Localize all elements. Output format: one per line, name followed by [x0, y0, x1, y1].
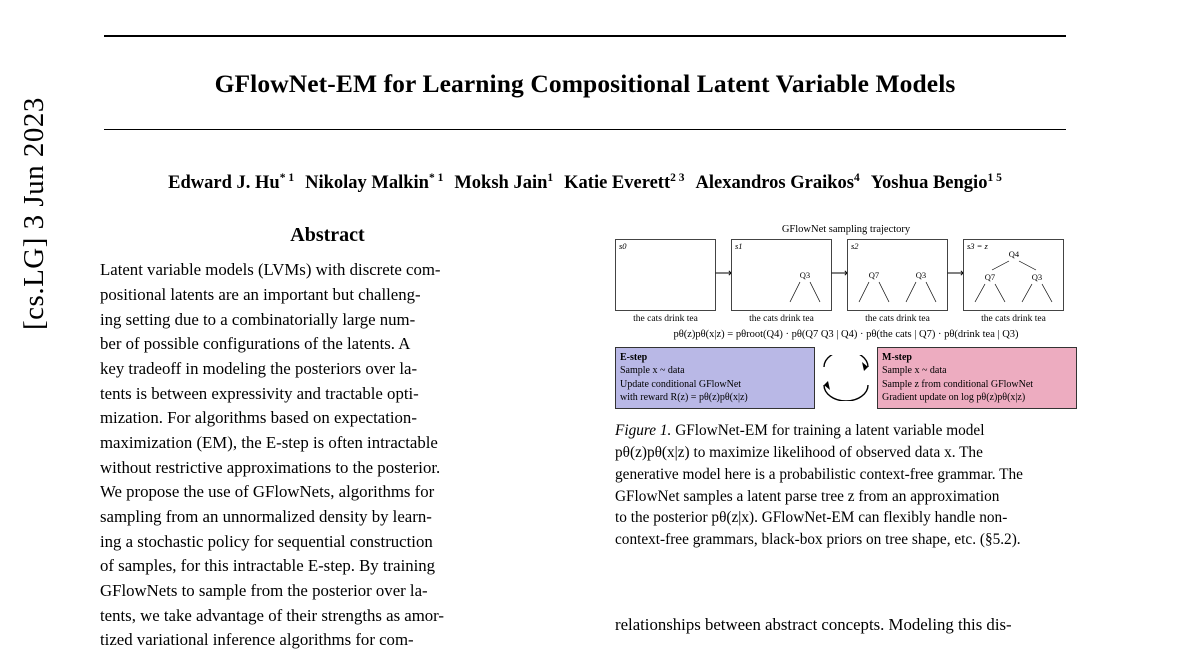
- abstract-heading: Abstract: [290, 224, 365, 247]
- abstract-line: We propose the use of GFlowNets, algorithms for: [100, 482, 435, 502]
- m-step-line: Sample x ~ data: [882, 365, 947, 377]
- abstract-line: tized variational inference algorithms for com-: [100, 630, 414, 650]
- author-marks: 1: [547, 172, 554, 184]
- em-cycle-icon: [815, 355, 877, 401]
- abstract-text: [100, 258, 555, 653]
- figure-top-label: GFlowNet sampling trajectory: [781, 224, 911, 236]
- e-step-line: with reward R(z) = pθ(z)pθ(x|z): [620, 392, 748, 404]
- abstract-line: sampling from an unnormalized density by learn-: [100, 507, 432, 527]
- figure-1: [615, 224, 1077, 637]
- figure-caption-text: GFlowNet-EM for training a latent variable model: [675, 422, 985, 440]
- svg-text:Q3: Q3: [915, 270, 927, 281]
- page-title: GFlowNet-EM for Learning Compositional Latent Variable Models: [214, 68, 956, 98]
- state-label: s0: [619, 241, 627, 252]
- arrow-icon: ⟶: [830, 265, 849, 280]
- state-label: s3 = z: [967, 241, 988, 252]
- left-column: [100, 224, 555, 653]
- state-label: s2: [851, 241, 859, 252]
- abstract-line: key tradeoff in modeling the posteriors over la-: [100, 358, 418, 378]
- abstract-line: ing setting due to a combinatorially large num-: [100, 309, 416, 329]
- figure-caption-line: to the posterior pθ(z|x). GFlowNet-EM can flexibly handle non-: [615, 509, 1008, 527]
- author: [305, 173, 443, 193]
- figure-caption-line: [615, 420, 1077, 442]
- abstract-line: positional latents are an important but challeng-: [100, 284, 421, 304]
- parse-tree-s2: [848, 240, 949, 312]
- figure-caption-line: generative model here is a probabilistic context-free grammar. The: [615, 465, 1023, 483]
- author: [871, 173, 1002, 193]
- terminal-words-row: [615, 314, 1077, 324]
- words-s3: the cats drink tea: [981, 314, 1046, 325]
- svg-text:Q7: Q7: [984, 272, 996, 283]
- words-s1: the cats drink tea: [749, 314, 814, 325]
- author-marks: 2 3: [670, 172, 685, 184]
- abstract-line: mization. For algorithms based on expectation-: [100, 408, 417, 428]
- author-marks: 4: [854, 172, 860, 184]
- e-step-line: Update conditional GFlowNet: [620, 378, 742, 390]
- m-step-line: Sample z from conditional GFlowNet: [882, 378, 1034, 390]
- author-name: Nikolay Malkin: [305, 173, 429, 194]
- figure-caption-line: GFlowNet samples a latent parse tree z from an approximation: [615, 487, 1000, 505]
- abstract-line: tents is between expressivity and tractable opti-: [100, 383, 419, 403]
- m-step-box: [877, 347, 1077, 409]
- author: [454, 173, 553, 193]
- words-s0: the cats drink tea: [633, 314, 698, 325]
- two-column-body: [100, 224, 1070, 653]
- paper-page: [100, 0, 1070, 648]
- state-box-s0: [615, 239, 716, 311]
- state-box-s2: [847, 239, 948, 311]
- svg-text:Q3: Q3: [1031, 272, 1043, 283]
- m-step-line: Gradient update on log pθ(z)pθ(x|z): [882, 392, 1026, 404]
- right-column: [615, 224, 1070, 653]
- author-name: Katie Everett: [564, 173, 671, 194]
- arxiv-stamp: [cs.LG] 3 Jun 2023: [18, 97, 50, 330]
- author: [564, 173, 684, 193]
- abstract-line: without restrictive approximations to the posterior.: [100, 457, 441, 477]
- state-label: s1: [735, 241, 743, 252]
- figure-caption-label: Figure 1.: [615, 422, 672, 440]
- title-rule-top: [104, 35, 1066, 37]
- svg-text:Q7: Q7: [868, 270, 880, 281]
- state-box-s1: [731, 239, 832, 311]
- author: [696, 173, 860, 193]
- body-paragraph: [615, 613, 1077, 638]
- author-name: Alexandros Graikos: [695, 173, 854, 194]
- abstract-line: Latent variable models (LVMs) with discrete com-: [100, 260, 441, 280]
- title-rule-bottom: [104, 129, 1066, 131]
- joint-probability-equation: pθ(z)pθ(x|z) = pθroot(Q4) · pθ(Q7 Q3 | Q4) · pθ(the cats | Q7) · pθ(drink tea | Q3): [673, 329, 1019, 341]
- figure-caption-line: pθ(z)pθ(x|z) to maximize likelihood of observed data x. The: [615, 444, 983, 462]
- e-step-title: E-step: [620, 352, 648, 364]
- author-marks: * 1: [428, 172, 444, 184]
- words-s2: the cats drink tea: [865, 314, 930, 325]
- m-step-title: M-step: [882, 352, 912, 364]
- author-marks: * 1: [279, 172, 295, 184]
- figure-caption-line: context-free grammars, black-box priors on tree shape, etc. (§5.2).: [615, 530, 1021, 548]
- svg-text:Q3: Q3: [799, 270, 811, 281]
- e-step-box: [615, 347, 815, 409]
- trajectory-row: [615, 239, 1077, 311]
- abstract-line: ing a stochastic policy for sequential construction: [100, 531, 433, 551]
- author-marks: 1 5: [987, 172, 1002, 184]
- abstract-line: of samples, for this intractable E-step. By training: [100, 556, 436, 576]
- svg-text:Q4: Q4: [1008, 249, 1020, 260]
- abstract-line: ber of possible configurations of the latents. A: [100, 334, 411, 354]
- author-name: Moksh Jain: [454, 173, 548, 194]
- author: [168, 173, 294, 193]
- arrow-icon: ⟶: [714, 265, 733, 280]
- parse-tree-s1: [732, 240, 833, 312]
- em-steps-row: [615, 347, 1077, 409]
- e-step-line: Sample x ~ data: [620, 365, 685, 377]
- author-name: Yoshua Bengio: [870, 173, 988, 194]
- figure-caption: [615, 420, 1077, 550]
- body-line: relationships between abstract concepts. Modeling this dis-: [615, 614, 1012, 634]
- abstract-line: tents, we take advantage of their strengths as amor-: [100, 605, 445, 625]
- author-list: [100, 172, 1070, 194]
- state-box-s3: [963, 239, 1064, 311]
- abstract-line: GFlowNets to sample from the posterior over la-: [100, 581, 428, 601]
- abstract-line: maximization (EM), the E-step is often intractable: [100, 432, 438, 452]
- parse-tree-s3: [964, 240, 1065, 312]
- arrow-icon: ⟶: [946, 265, 965, 280]
- author-name: Edward J. Hu: [168, 173, 280, 194]
